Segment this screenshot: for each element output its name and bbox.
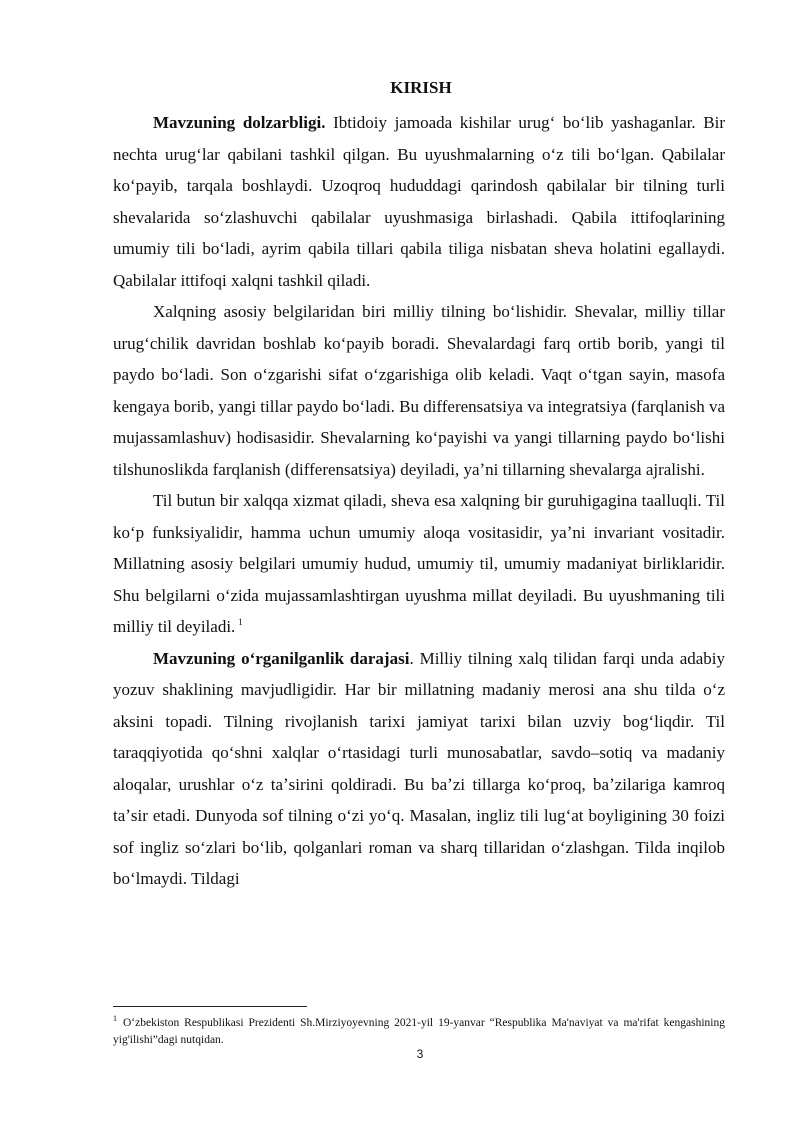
paragraph-lead: Mavzuning oʻrganilganlik darajasi [153,648,410,668]
paragraph-degree-of-study [113,643,725,895]
paragraph-relevance [113,107,725,296]
paragraph-text: Ibtidoiy jamoada kishilar urugʻ boʻlib yashaganlar. Bir nechta urugʻlar qabilani tashkil qilgan. Bu uyushmalarning oʻz tili boʻlgan. Qabilalar koʻpayib, tarqala boshlaydi. Uzoqroq hududdagi qarindosh qabilalar bir tilning turli shevalarida soʻzlashuvchi qabilalar uyushmasiga birlashadi. Qabila ittifoqlarining umumiy tili boʻladi, ayrim qabila tillari qabila tiliga nisbatan sheva holatini egallaydi. Qabilalar ittifoqi xalqni tashkil qiladi. [113,113,725,290]
paragraph-text: Til butun bir xalqqa xizmat qiladi, sheva esa xalqning bir guruhigagina taalluqli. Til koʻp funksiyalidir, hamma uchun umumiy aloqa vositasidir, yaʼni invariant vositadir. Millatning asosiy belgilari umumiy hudud, umumiy til, umumiy madaniyat birliklaridir. Shu belgilarni oʻzida mujassamlashtirgan uyushma millat deyiladi. Bu uyushmaning tili milliy til deyiladi. [113,491,725,636]
footnote-divider [113,1006,307,1007]
footnote [113,1015,725,1049]
page-number: 3 [416,1047,424,1061]
paragraph-text: Xalqning asosiy belgilaridan biri milliy tilning boʻlishidir. Shevalar, milliy tillar urugʻchilik davridan boshlab koʻpayib boradi. Shevalardagi farq ortib borib, yangi til paydo boʻladi. Son oʻzgarishi sifat oʻzgarishiga olib keladi. Vaqt oʻtgan sayin, masofa kengaya borib, yangi tillar paydo boʻladi. Bu differensatsiya va integratsiya (farqlanish va mujassamlashuv) hodisasidir. Shevalarning koʻpayishi va yangi tillarning paydo boʻlishi tilshunoslikda farqlanish (differensatsiya) deyiladi, yaʼni tillarning shevalarga ajralishi. [113,302,725,479]
body-text [113,107,725,895]
footnote-text: Oʻzbekiston Respublikasi Prezidenti Sh.Mirziyoyevning 2021-yil 19-yanvar “Respublika Ma'naviyat va ma'rifat kengashining yig'ilishi”dagi nutqidan. [113,1017,725,1046]
paragraph-text: . Milliy tilning xalq tilidan farqi unda adabiy yozuv shaklining mavjudligidir. Har bir millatning madaniy merosi ana shu tilda oʻz aksini topadi. Tilning rivojlanish tarixi jamiyat tarixi bilan uzviy bogʻliqdir. Til taraqqiyotida qoʻshni xalqlar oʻrtasidagi turli munosabatlar, savdo–sotiq va madaniy aloqalar, urushlar oʻz taʼsirini qoldiradi. Bu baʼzi tillarga koʻproq, baʼzilariga kamroq taʼsir etadi. Dunyoda sof tilning oʻzi yoʻq. Masalan, ingliz tili lugʻat boyligining 30 foizi sof ingliz soʻzlari boʻlib, qolganlari roman va sharq tillaridan oʻzlashgan. Tilda inqilob boʻlmaydi. Tildagi [113,648,726,888]
footnote-mark: 1 [113,1014,117,1024]
paragraph-lead: Mavzuning dolzarbligi. [153,113,326,132]
paragraph-national-language [113,296,725,485]
page-title: KIRISH [390,78,452,97]
footnote-reference[interactable]: 1 [238,617,243,628]
paragraph-language-dialect [113,485,725,643]
